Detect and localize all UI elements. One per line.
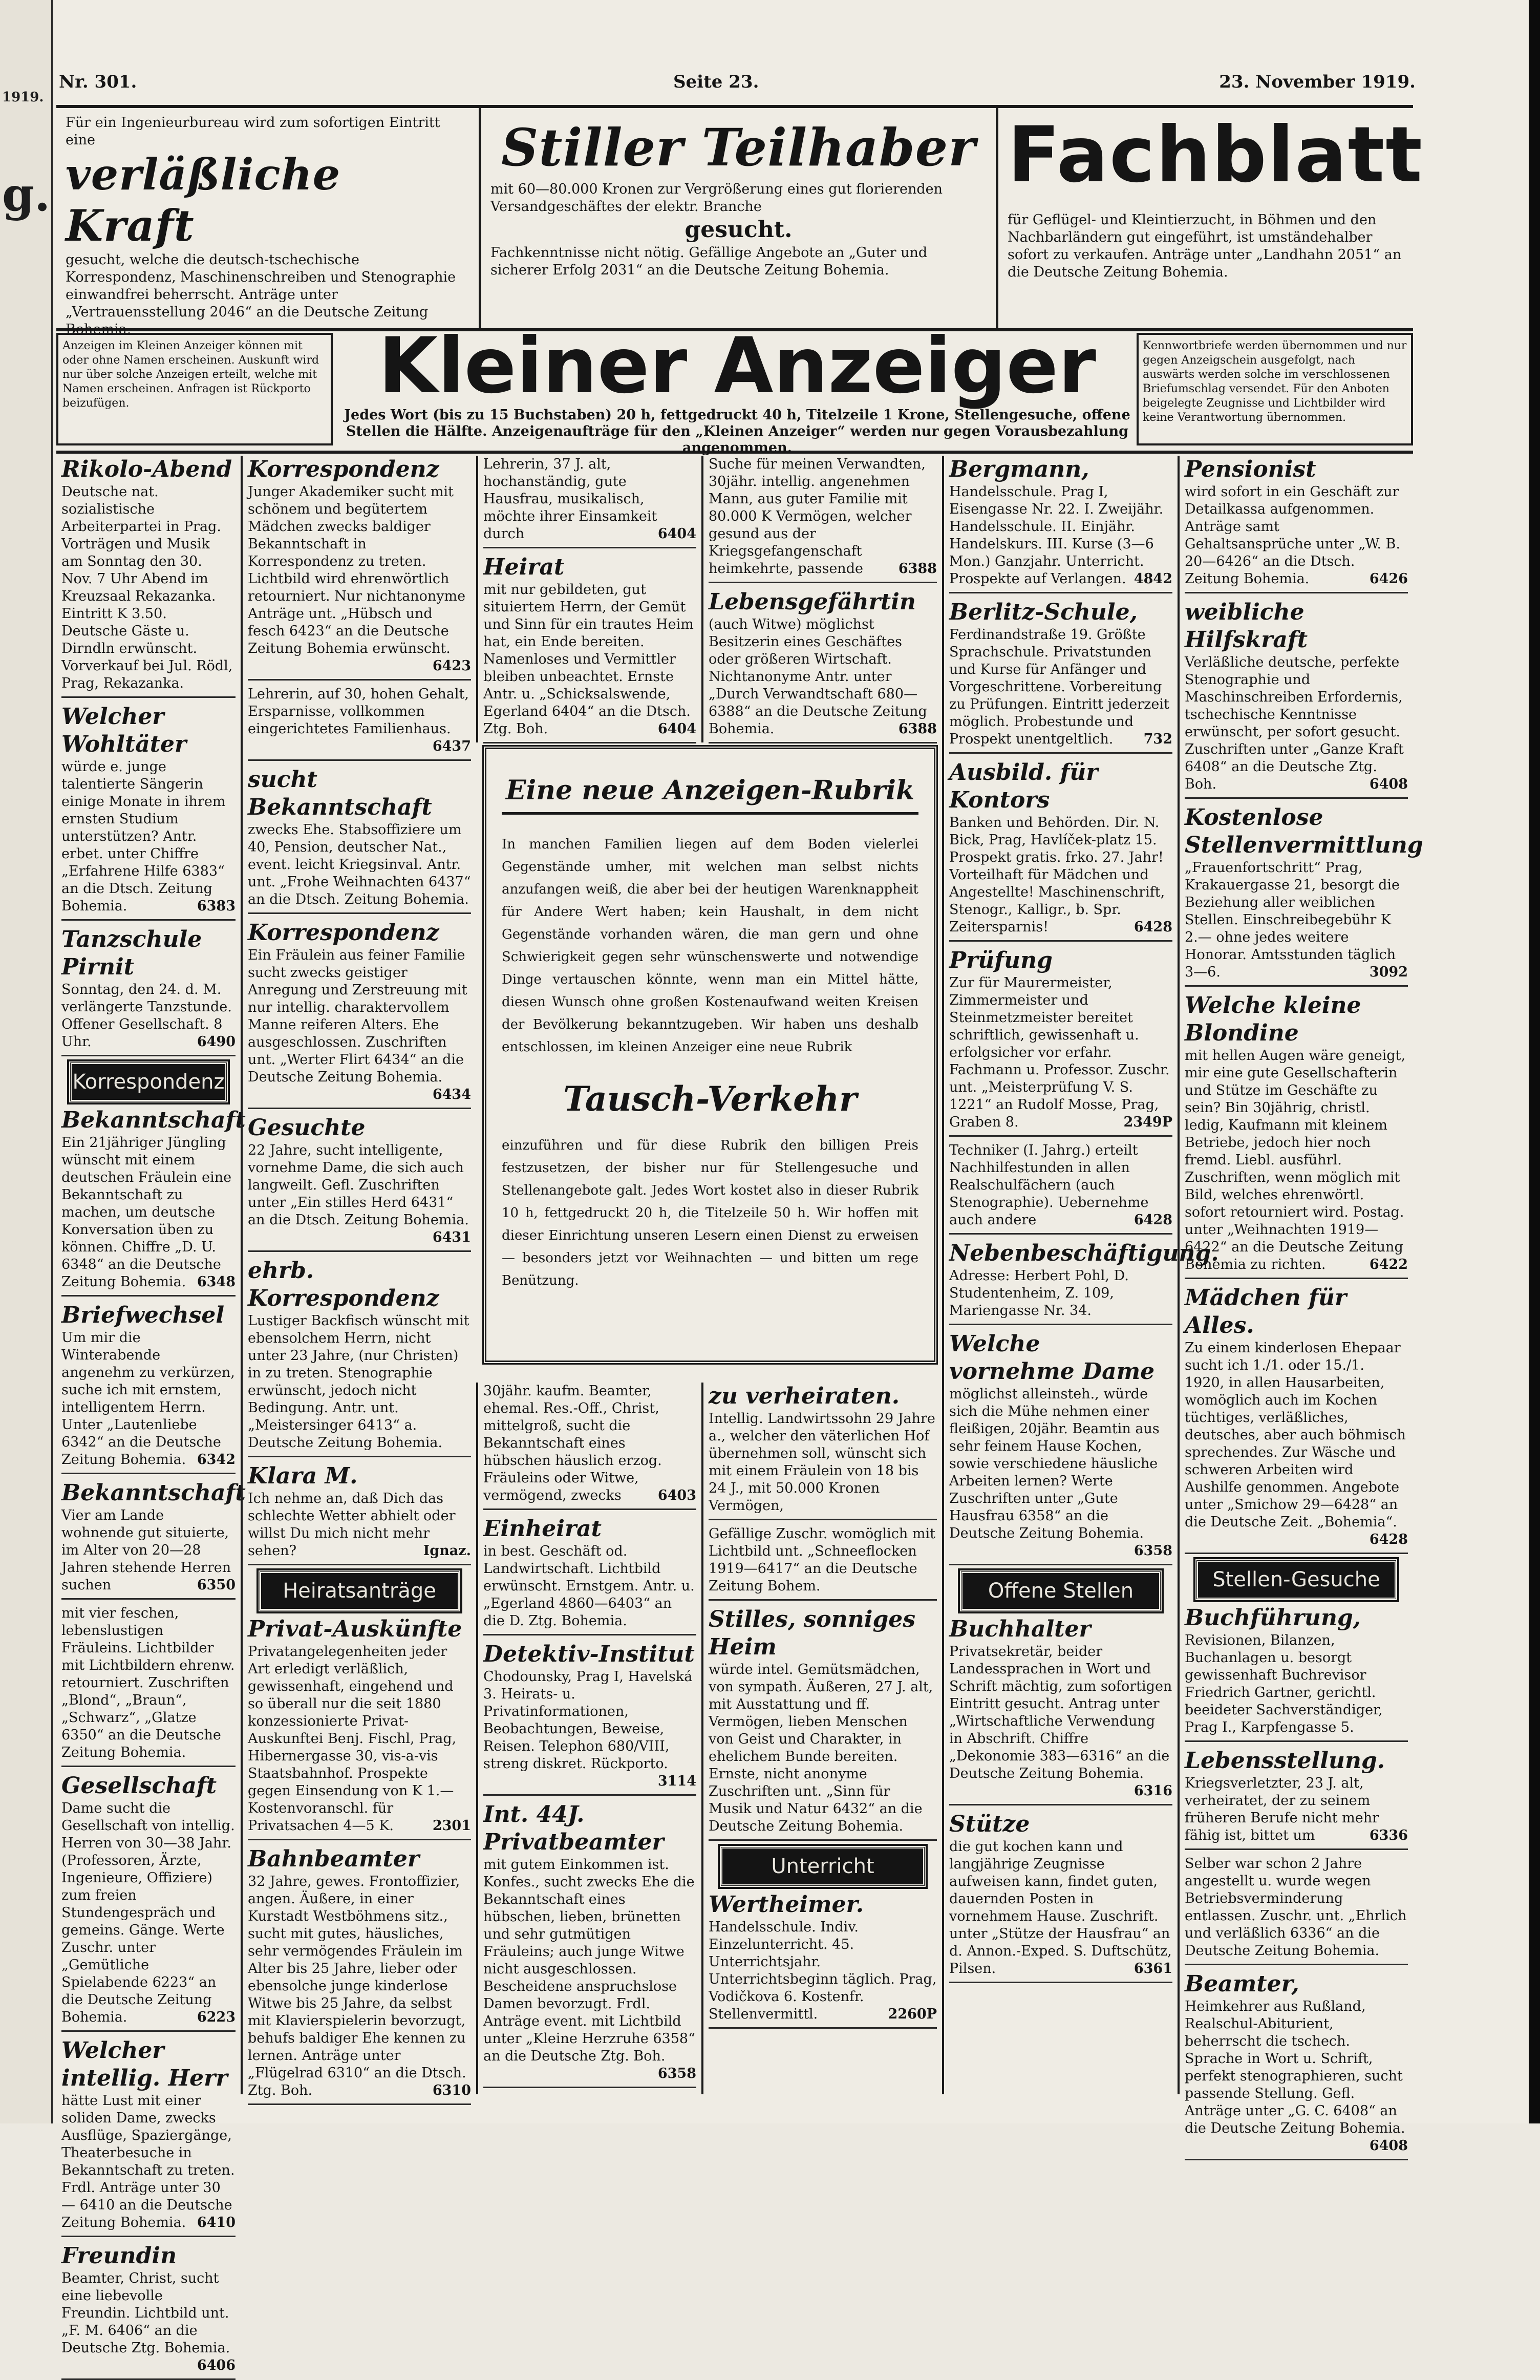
classified-ad	[709, 1525, 937, 1601]
classified-ad	[61, 1107, 246, 1297]
column-4-bottom	[701, 1383, 942, 2094]
ad-code: 6350	[197, 1577, 236, 1593]
ad-headline: Welche vornehme Dame	[949, 1331, 1155, 1385]
top-advertisement-band	[56, 105, 1424, 337]
announcement-box	[482, 745, 938, 1365]
ad-body: Banken und Behörden. Dir. N. Bick, Prag, Havlíček-platz 15. Prospekt gratis. frko. 27. Jahr! Vorteilhaft für Mädchen und Angestellte! Maschinenschrift, Stenogr., Kalligr., b. Spr. Zeitersparnis!	[949, 815, 1165, 935]
ad-headline: Briefwechsel	[61, 1302, 225, 1328]
ad-code: 6348	[197, 1274, 236, 1290]
ad-body: Ein Fräulein aus feiner Familie sucht zwecks geistiger Anregung und Zerstreuung mit nur intellig. charaktervollem Manne reiferen Alters. Ehe ausgeschlossen. Zuschriften unt. „Werter Flirt 6434“ an die Deutsche Zeitung Bohemia.	[248, 947, 467, 1085]
section-label: Offene Stellen	[960, 1570, 1162, 1611]
ad-code: 6358	[1133, 1543, 1172, 1559]
section-label: Korrespondenz	[69, 1061, 227, 1102]
classifieds-header	[56, 322, 1413, 456]
ad-code: 6422	[1369, 1257, 1408, 1272]
ad-headline: Bekanntschaft	[61, 1480, 246, 1506]
ad-body: (auch Witwe) möglichst Besitzerin eines Geschäftes oder größeren Wirtschaft. Nichtanonyme Antr. unter „Durch Verwandtschaft 680—6388“ an die Deutsche Zeitung Bohemia.	[709, 617, 927, 737]
classified-ad	[949, 947, 1172, 1137]
ad-code: 6408	[1369, 776, 1408, 792]
ad-code: 6426	[1369, 571, 1408, 587]
ad-body: hätte Lust mit einer soliden Dame, zwecks Ausflüge, Spaziergänge, Theaterbesuche in Bekanntschaft zu treten. Frdl. Anträge unter 30 — 6410 an die Deutsche Zeitung Bohemia.	[61, 2093, 235, 2230]
classified-ad	[248, 919, 471, 1109]
ad-headline: Prüfung	[949, 947, 1053, 973]
ad-headline: ehrb. Korrespondenz	[248, 1258, 439, 1311]
ad-body: mit hellen Augen wäre geneigt, mir eine gute Gesellschafterin und Stütze im Geschäfte zu sein? Bin 30jährig, christl. ledig, Kaufmann mit kleinem Betriebe, jedoch hier noch fremd. Liebl. ausführl. Zuschriften, wenn möglich mit Bild, welches ehrenwörtl. sofort retourniert wird. Postag. unter „Weihnachten 1919—6422“ an die Deutsche Zeitung Bohemia zu richten.	[1185, 1048, 1406, 1272]
classified-ad	[248, 686, 471, 761]
ad-body: Handelsschule. Indiv. Einzelunterricht. 45. Unterrichtsjahr. Unterrichtsbeginn täglich. Prag, Vodičkova 6. Kostenfr. Stellenvermittl.	[709, 1919, 937, 2022]
ad-body: Adresse: Herbert Pohl, D. Studentenheim, Z. 109, Mariengasse Nr. 34.	[949, 1268, 1129, 1319]
ad-headline: sucht Bekanntschaft	[248, 767, 432, 820]
page-edge	[1529, 0, 1540, 2123]
ad-body: 32 Jahre, gewes. Frontoffizier, angen. Äußere, in einer Kurstadt Westböhmens sitz., sucht mit gutes, häusliches, sehr vermögendes Fräulein im Alter bis 25 Jahre, lieber oder ebensolche junge kinderlose Witwe bis 25 Jahre, da selbst mit Klavierspielerin bevorzugt, behufs baldiger Ehe kennen zu lernen. Anträge unter „Flügelrad 6310“ an die Dtsch. Ztg. Boh.	[248, 1874, 466, 2098]
ad-body: Dame sucht die Gesellschaft von intellig. Herren von 30—38 Jahr. (Professoren, Ärzte, Ingenieure, Offiziere) zum freien Stundengespräch und gemeins. Gänge. Werte Zuschr. unter „Gemütliche Spielabende 6223“ an die Deutsche Zeitung Bohemia.	[61, 1800, 235, 2025]
classified-ad	[949, 1811, 1172, 1983]
announcement-rubric-title: Tausch-Verkehr	[563, 1079, 857, 1119]
classified-ad	[1185, 992, 1408, 1279]
classified-ad	[1185, 456, 1408, 593]
classified-ad	[483, 1641, 696, 1796]
ad-code: 732	[1143, 731, 1172, 747]
ad-code: 6336	[1369, 1828, 1408, 1843]
ad-headline: zu verheiraten.	[709, 1383, 900, 1409]
ad-code: 6342	[197, 1452, 236, 1468]
ad-body: Zu einem kinderlosen Ehepaar sucht ich 1./1. oder 15./1. 1920, in allen Hausarbeiten, womöglich auch im Kochen tüchtiges, verläßliches, deutsches, aber auch böhmisch sprechendes. Zur Wäsche und schweren Arbeiten wird Aushilfe genommen. Angebote unter „Smichow 29—6428“ an die Deutsche Zeit. „Bohemia“.	[1185, 1340, 1406, 1530]
page-number: Seite 23.	[673, 72, 759, 92]
classified-ad	[483, 456, 696, 548]
classified-ad	[1185, 599, 1408, 799]
ad-body: Ein 21jähriger Jüngling wünscht mit einem deutschen Fräulein eine Bekanntschaft zu machen, um deutsche Konversation üben zu können. Chiffre „D. U. 6348“ an die Deutsche Zeitung Bohemia.	[61, 1135, 232, 1290]
ad-code: 2301	[432, 1818, 471, 1834]
classified-ad	[248, 456, 471, 681]
classified-ad	[248, 1114, 471, 1252]
ad-headline: Stiller Teilhaber	[501, 117, 976, 178]
ad-code: 4842	[1133, 571, 1172, 587]
ad-headline: Lebensstellung.	[1185, 1748, 1385, 1774]
ad-headline: Buchhalter	[949, 1616, 1091, 1642]
ad-headline: Welcher Wohltäter	[61, 704, 187, 757]
classified-ad	[61, 2037, 236, 2237]
classified-ad	[483, 1515, 696, 1635]
classified-ad	[949, 599, 1172, 754]
ad-code: 6383	[197, 898, 236, 914]
ad-headline: Bekanntschaft	[61, 1107, 246, 1133]
ad-code: 3092	[1369, 964, 1408, 980]
ad-code: 6310	[432, 2082, 471, 2098]
ad-code: 6223	[197, 2009, 236, 2025]
ad-headline: Pensionist	[1185, 456, 1316, 482]
ad-headline: Heirat	[483, 554, 565, 580]
ad-code: 6490	[197, 1034, 236, 1050]
ad-body: Lustiger Backfisch wünscht mit ebensolchem Herrn, nicht unter 23 Jahre, (nur Christen) in zu treten. Stenographie erwünscht, jedoch nicht Bedingung. Antr. unt. „Meistersinger 6413“ a. Deutsche Zeitung Bohemia.	[248, 1313, 469, 1451]
classified-ad	[1185, 1284, 1408, 1554]
ad-code: 6404	[657, 721, 696, 737]
announcement-title: Eine neue Anzeigen-Rubrik	[502, 775, 918, 815]
ad-headline: Ausbild. für Kontors	[949, 759, 1098, 813]
ad-code: 6423	[432, 658, 471, 674]
ad-headline: Stütze	[949, 1811, 1030, 1837]
ad-body: würde e. junge talentierte Sängerin einige Monate in ihrem ernsten Studium unterstützen? Antr. erbet. unter Chiffre „Erfahrene Hilfe 6383“ an die Dtsch. Zeitung Bohemia.	[61, 759, 226, 914]
ad-headline: Welcher intellig. Herr	[61, 2037, 228, 2091]
classified-ad	[709, 1891, 937, 2029]
ad-body: Ferdinandstraße 19. Größte Sprachschule. Privatstunden und Kurse für Anfänger und Vorgeschrittene. Vorbereitung zu Prüfungen. Eintritt jederzeit möglich. Probestunde und Prospekt unentgeltlich.	[949, 627, 1169, 747]
ad-code: 6408	[1369, 2138, 1408, 2154]
ad-headline: Stilles, sonniges Heim	[709, 1606, 915, 1660]
ad-silent-partner: Stiller Teilhaber mit 60—80.000 Kronen zur Vergrößerung eines gut florierenden Versandgeschäftes der elektr. Branche gesucht. Fachkenntnisse nicht nötig. Gefällige Angebote an „Guter und sicherer Erfolg 2031“ an die Deutsche Zeitung Bohemia.	[481, 108, 998, 328]
ad-headline: verläßliche Kraft	[66, 149, 341, 251]
classified-ad	[709, 1606, 937, 1841]
ad-code: Ignaz.	[423, 1543, 471, 1559]
classified-ad	[61, 1772, 236, 2032]
margin-fragment: g.	[2, 167, 51, 222]
ad-headline: Korrespondenz	[248, 456, 439, 482]
classified-ad	[61, 1605, 236, 1767]
ad-reliable-worker: Für ein Ingenieurbureau wird zum sofortigen Eintritt eine verläßliche Kraft gesucht, welche die deutsch-tschechische Korrespondenz, Maschinenschreiben und Stenographie einwandfrei beherrscht. Anträge unter „Vertrauensstellung 2046“ an die Deutsche Zeitung Bohemia.	[56, 108, 481, 328]
ad-headline: Gesuchte	[248, 1115, 366, 1141]
ad-body: wird sofort in ein Geschäft zur Detailkassa aufgenommen. Anträge samt Gehaltsansprüche unter „W. B. 20—6426“ an die Dtsch. Zeitung Bohemia.	[1185, 484, 1401, 587]
classified-ad	[61, 1302, 236, 1474]
ad-headline: Klara M.	[248, 1463, 358, 1489]
ad-headline: Rikolo-Abend	[61, 456, 232, 482]
ad-headline: weibliche Hilfskraft	[1185, 599, 1308, 653]
section-label: Heiratsanträge	[259, 1570, 460, 1611]
ad-body: Intellig. Landwirtssohn 29 Jahre a., welcher den väterlichen Hof übernehmen soll, wünscht sich mit einem Fräulein von 18 bis 24 J., mit 50.000 Kronen Vermögen,	[709, 1411, 935, 1514]
ad-headline: Beamter,	[1185, 1971, 1299, 1997]
classified-ad	[248, 1462, 471, 1565]
classified-ad	[483, 1383, 696, 1510]
column-3-bottom	[476, 1383, 701, 2094]
ad-headline: Freundin	[61, 2243, 177, 2269]
classified-ad	[949, 456, 1172, 593]
classified-ad	[949, 1330, 1172, 1565]
classified-ad	[483, 554, 696, 743]
classified-ad	[709, 456, 937, 583]
classifieds-title: Kleiner Anzeiger	[378, 322, 1096, 411]
ad-code: 6361	[1133, 1961, 1172, 1977]
column-6	[1178, 456, 1423, 2154]
announcement-paragraph-1: In manchen Familien liegen auf dem Boden vielerlei Gegenstände umher, mit welchen man selbst nichts anzufangen weiß, die aber bei der heutigen Warenknappheit für Andere Wert haben; kein Haushalt, in dem nicht Gegenstände vorhanden wären, die man gern und ohne Schwierigkeit gegen sehr wünschenswerte und notwendige Dinge vertauschen könnte, wenn man ein Mittel hätte, diesen Wunsch ohne großen Kostenaufwand weiten Kreisen der Bevölkerung bekanntzugeben. Wir haben uns deshalb entschlossen, im kleinen Anzeiger eine neue Rubrik	[502, 837, 918, 1055]
announcement-paragraph-2: einzuführen und für diese Rubrik den billigen Preis festzusetzen, der bisher nur für Stellengesuche und Stellenangebote galt. Jedes Wort kostet also in dieser Rubrik 10 h, fettgedruckt 20 h, die Titelzeile 50 h. Wir hoffen mit dieser Einrichtung unseren Lesern einen Dienst zu erweisen — besonders jetzt vor Weihnachten — und bitten um rege Benützung.	[502, 1138, 918, 1288]
column-1	[56, 456, 246, 2373]
ad-code: 3114	[657, 1773, 696, 1789]
ad-body: Techniker (I. Jahrg.) erteilt Nachhilfestunden in allen Realschulfächern (auch Stenographie). Uebernehme auch andere	[949, 1142, 1149, 1228]
ad-code: 6437	[432, 738, 471, 754]
ad-code: 6428	[1133, 1212, 1172, 1228]
ad-headline: Detektiv-Institut	[483, 1641, 695, 1667]
classified-ad	[61, 1479, 246, 1600]
classified-ad	[248, 1257, 471, 1457]
ad-body: 22 Jahre, sucht intelligente, vornehme Dame, die sich auch langweilt. Gefl. Zuschriften unter „Ein stilles Herd 6431“ an die Dtsch. Zeitung Bohemia.	[248, 1142, 469, 1228]
ad-body: zwecks Ehe. Stabsoffiziere um 40, Pension, deutscher Nat., event. leicht Kriegsinval. Antr. unt. „Frohe Weihnachten 6437“ an die Dtsch. Zeitung Bohemia.	[248, 822, 471, 907]
ad-code: 2349P	[1123, 1114, 1172, 1130]
adjacent-page-strip	[0, 0, 53, 2123]
ad-trade-journal: Fachblatt für Geflügel- und Kleintierzucht, in Böhmen und den Nachbarländern gut eingeführt, ist umständehalber sofort zu verkaufen. Anträge unter „Landhahn 2051“ an die Deutsche Zeitung Bohemia.	[1008, 111, 1424, 280]
ad-body: in best. Geschäft od. Landwirtschaft. Lichtbild erwünscht. Ernstgem. Antr. u. „Egerland 4860—6403“ an die D. Ztg. Bohemia.	[483, 1543, 695, 1629]
ad-body: würde intel. Gemütsmädchen, von sympath. Äußeren, 27 J. alt, mit Ausstattung und ff. Vermögen, lieben Menschen von Geist und Charakter, in ehelichem Bunde bereiten. Ernste, nicht anonyme Zuschriften unt. „Sinn für Musik und Natur 6432“ an die Deutsche Zeitung Bohemia.	[709, 1662, 933, 1834]
ad-body: mit gutem Einkommen ist. Konfes., sucht zwecks Ehe die Bekanntschaft eines hübschen, lieben, brünetten und sehr gutmütigen Fräuleins; auch junge Witwe nicht ausgeschlossen. Bescheidene anspruchslose Damen bevorzugt. Frdl. Anträge event. mit Lichtbild unter „Kleine Herzruhe 6358“ an die Deutsche Ztg. Boh.	[483, 1857, 695, 2064]
ad-headline: Privat-Auskünfte	[248, 1616, 462, 1642]
ad-body: „Frauenfortschritt“ Prag, Krakauergasse 21, besorgt die Beziehung aller weiblichen Stellen. Einschreibegebühr K 2.— ohne jedes weitere Honorar. Amtsstunden täglich 3—6.	[1185, 860, 1400, 980]
ad-headline: Korrespondenz	[248, 920, 439, 946]
classified-ad	[709, 588, 937, 743]
ad-body: Lehrerin, auf 30, hohen Gehalt, Ersparnisse, vollkommen eingerichtetes Familienhaus.	[248, 686, 469, 737]
classified-ad	[61, 2242, 236, 2380]
classified-ad	[248, 1616, 471, 1840]
ad-headline: Mädchen für Alles.	[1185, 1285, 1347, 1338]
ad-body: Ich nehme an, daß Dich das schlechte Wetter abhielt oder willst Du mich nicht mehr sehen?	[248, 1491, 456, 1559]
classified-ad	[61, 703, 236, 921]
classifieds-note-right: Kennwortbriefe werden übernommen und nur gegen Anzeigschein ausgefolgt, nach auswärts werden solche im verschlossenen Briefumschlag versendet. Für den Anboten beigelegte Zeugnisse und Lichtbilder wird keine Verantwortung übernommen.	[1137, 333, 1413, 445]
ad-code: 6388	[898, 721, 937, 737]
ad-body: Heimkehrer aus Rußland, Realschul-Abiturient, beherrscht die tschech. Sprache in Wort u. Schrift, perfekt stenographieren, sucht passende Stellung. Gefl. Anträge unter „G. C. 6408“ an die Deutsche Zeitung Bohemia.	[1185, 1999, 1405, 2136]
ad-code: 2260P	[888, 2006, 937, 2022]
ad-headline: Wertheimer.	[709, 1892, 864, 1918]
classified-ad	[1185, 1855, 1408, 1965]
ad-headline: Lebensgefährtin	[709, 589, 916, 615]
ad-body: Gefällige Zuschr. womöglich mit Lichtbild unt. „Schneeflocken 1919—6417“ an die Deutsche Zeitung Bohem.	[709, 1526, 935, 1594]
issue-date: 23. November 1919.	[1219, 72, 1416, 92]
ad-body: Kriegsverletzter, 23 J. alt, verheiratet, der zu seinem früheren Berufe nicht mehr fähig ist, bittet um	[1185, 1775, 1379, 1843]
ad-body: 30jähr. kaufm. Beamter, ehemal. Res.-Off., Christ, mittelgroß, sucht die Bekanntschaft eines hübschen häuslich erzog. Fräuleins oder Witwe, vermögend, zwecks	[483, 1383, 662, 1503]
ad-headline: Nebenbeschäftigung.	[949, 1240, 1219, 1266]
ad-body: Privatangelegenheiten jeder Art erledigt verläßlich, gewissenhaft, eingehend und so überall nur die seit 1880 konzessionierte Privat-Auskunftei Benj. Fischl, Prag, Hibernergasse 30, vis-a-vis Staatsbahnhof. Prospekte gegen Einsendung von K 1.— Kostenvoranschl. für Privatsachen 4—5 K.	[248, 1644, 457, 1834]
ad-code: 6428	[1369, 1532, 1408, 1547]
section-label: Stellen-Gesuche	[1195, 1559, 1397, 1600]
ad-body: Beamter, Christ, sucht eine liebevolle Freundin. Lichtbild unt. „F. M. 6406“ an die Deutsche Ztg. Bohemia.	[61, 2270, 230, 2356]
classified-ad	[949, 759, 1172, 942]
classified-ad	[949, 1240, 1219, 1325]
ad-code: 6388	[898, 561, 937, 577]
ad-body: Verläßliche deutsche, perfekte Stenographie und Maschinschreiben Erfordernis, tschechische Kenntnisse erwünscht, per sofort gesucht. Zuschriften unter „Ganze Kraft 6408“ an die Deutsche Ztg. Boh.	[1185, 654, 1404, 792]
ad-headline: Fachblatt	[1008, 111, 1424, 200]
margin-year: 1919.	[2, 90, 44, 105]
ad-headline: Buchführung,	[1185, 1605, 1361, 1631]
ad-code: 6404	[657, 526, 696, 542]
ad-body: Suche für meinen Verwandten, 30jähr. intellig. angenehmen Mann, aus guter Familie mit 80.000 K Vermögen, welcher gesund aus der Kriegsgefangenschaft heimkehrte, passende	[709, 456, 926, 577]
ad-body: Vier am Lande wohnende gut situierte, im Alter von 20—28 Jahren stehende Herren suchen	[61, 1507, 231, 1593]
column-5	[942, 456, 1219, 2094]
ad-body: Handelsschule. Prag I, Eisengasse Nr. 22. I. Zweijähr. Handelsschule. II. Einjähr. Handelskurs. III. Kurse (3—6 Mon.) Ganzjahr. Unterricht. Prospekte auf Verlangen.	[949, 484, 1164, 587]
ad-body: mit nur gebildeten, gut situiertem Herrn, der Gemüt und Sinn für ein trautes Heim hat, ein Ende bereiten. Namenloses und Vermittler bleiben unbeachtet. Ernste Antr. u. „Schicksalswende, Egerland 6404“ an die Dtsch. Ztg. Boh.	[483, 582, 694, 737]
ad-headline: Bergmann,	[949, 456, 1089, 482]
ad-headline: Einheirat	[483, 1516, 602, 1542]
ad-headline: Gesellschaft	[61, 1773, 217, 1799]
ad-headline: Kostenlose Stellenvermittlung	[1185, 804, 1423, 858]
section-label: Unterricht	[720, 1846, 926, 1887]
ad-body: Lehrerin, 37 J. alt, hochanständig, gute Hausfrau, musikalisch, möchte ihrer Einsamkeit durch	[483, 456, 657, 542]
ad-body: Zur für Maurermeister, Zimmermeister und Steinmetzmeister bereitet schriftlich, gewissenhaft u. erfolgsicher vor erfahr. Fachmann u. Professor. Zuschr. unt. „Meisterprüfung V. S. 1221“ an Rudolf Mosse, Prag, Graben 8.	[949, 975, 1170, 1130]
ad-body: möglichst alleinsteh., würde sich die Mühe nehmen einer fleißigen, 20jähr. Beamtin aus sehr feinem Hause Kochen, sowie verschiedene häusliche Arbeiten lernen? Werte Zuschriften unter „Gute Hausfrau 6358“ an die Deutsche Zeitung Bohemia.	[949, 1386, 1160, 1541]
classified-ad	[709, 1383, 937, 1520]
ad-code: 6428	[1133, 919, 1172, 935]
classifieds-note-left: Anzeigen im Kleinen Anzeiger können mit oder ohne Namen erscheinen. Auskunft wird nur über solche Anzeigen erteilt, welche mit Namen erscheinen. Anfragen ist Rückporto beizufügen.	[56, 333, 333, 445]
ad-code: 6410	[197, 2215, 236, 2230]
column-4-top	[701, 456, 942, 742]
ad-code: 6403	[657, 1488, 696, 1503]
ad-headline: Welche kleine Blondine	[1185, 992, 1361, 1046]
ad-body: Selber war schon 2 Jahre angestellt u. wurde wegen Betriebsverminderung entlassen. Zuschr. unt. „Ehrlich und verläßlich 6336“ an die Deutsche Zeitung Bohemia.	[1185, 1856, 1407, 1959]
ad-code: 6431	[432, 1229, 471, 1245]
classified-ad	[483, 1801, 696, 2088]
ad-headline: Bahnbeamter	[248, 1846, 420, 1872]
classified-ad	[1185, 1970, 1408, 2160]
ad-code: 6406	[197, 2357, 236, 2373]
ad-body: Deutsche nat. sozialistische Arbeiterpartei in Prag. Vorträgen und Musik am Sonntag den 30. Nov. 7 Uhr Abend im Kreuzsaal Rekazanka. Eintritt K 3.50. Deutsche Gäste u. Dirndln erwünscht. Vorverkauf bei Jul. Rödl, Prag, Rekazanka.	[61, 484, 233, 691]
ad-body: Sonntag, den 24. d. M. verlängerte Tanzstunde. Offener Gesellschaft. 8 Uhr.	[61, 982, 232, 1050]
ad-body: Chodounsky, Prag I, Havelská 3. Heirats- u. Privatinformationen, Beobachtungen, Beweise, Reisen. Telephon 680/VIII, streng diskret. Rückporto.	[483, 1669, 693, 1772]
classified-ad	[1185, 1747, 1408, 1850]
classified-ad	[1185, 804, 1423, 987]
classified-ad	[949, 1142, 1172, 1235]
classified-ad	[248, 766, 471, 914]
ad-body: Revisionen, Bilanzen, Buchanlagen u. besorgt gewissenhaft Buchrevisor Friedrich Gartner, gerichtl. beeideter Sachverständiger, Prag I., Karpfengasse 5.	[1185, 1632, 1383, 1735]
column-2	[241, 456, 476, 2098]
classified-ad	[1185, 1604, 1408, 1742]
classified-ad	[248, 1845, 471, 2105]
column-3-top	[476, 456, 701, 742]
ad-body: mit vier feschen, lebenslustigen Fräuleins. Lichtbilder mit Lichtbildern ehrenw. retourniert. Zuschriften „Blond“, „Braun“, „Schwarz“, „Glatze 6350“ an die Deutsche Zeitung Bohemia.	[61, 1605, 235, 1760]
ad-headline: Tanzschule Pirnit	[61, 926, 202, 980]
page-header	[59, 72, 1416, 100]
ad-body: Um mir die Winterabende angenehm zu verkürzen, suche ich mit ernstem, intelligentem Herrn. Unter „Lautenliebe 6342“ an die Deutsche Zeitung Bohemia.	[61, 1330, 235, 1468]
classified-ad	[949, 1616, 1172, 1805]
ad-headline: Berlitz-Schule,	[949, 599, 1138, 625]
classified-ad	[61, 456, 236, 698]
ad-code: 6358	[657, 2066, 696, 2081]
ad-body: Junger Akademiker sucht mit schönem und begütertem Mädchen zwecks baldiger Bekanntschaft in Korrespondenz zu treten. Lichtbild wird ehrenwörtlich retourniert. Nur nichtanonyme Anträge unt. „Hübsch und fesch 6423“ an die Deutsche Zeitung Bohemia erwünscht.	[248, 484, 466, 656]
classifieds-rates: Jedes Wort (bis zu 15 Buchstaben) 20 h, fettgedruckt 40 h, Titelzeile 1 Krone, Stellengesuche, offene Stellen die Hälfte. Anzeigenaufträge für den „Kleinen Anzeiger“ werden nur gegen Vorausbezahlung angenommen.	[344, 407, 1130, 456]
issue-number: Nr. 301.	[59, 72, 137, 92]
classified-ad	[61, 926, 236, 1056]
ad-code: 6316	[1133, 1783, 1172, 1799]
ad-code: 6434	[432, 1087, 471, 1102]
ad-label-wanted: gesucht.	[685, 217, 793, 243]
ad-body: die gut kochen kann und langjährige Zeugnisse aufweisen kann, findet guten, dauernden Posten in vornehmem Hause. Zuschrift. unter „Stütze der Hausfrau“ an d. Annon.-Exped. S. Duftschütz, Pilsen.	[949, 1839, 1172, 1977]
ad-body: Privatsekretär, beider Landessprachen in Wort und Schrift mächtig, zum sofortigen Eintritt gesucht. Antrag unter „Wirtschaftliche Verwendung in Abschrift. Chiffre „Dekonomie 383—6316“ an die Deutsche Zeitung Bohemia.	[949, 1644, 1172, 1781]
ad-headline: Int. 44J. Privatbeamter	[483, 1801, 664, 1855]
